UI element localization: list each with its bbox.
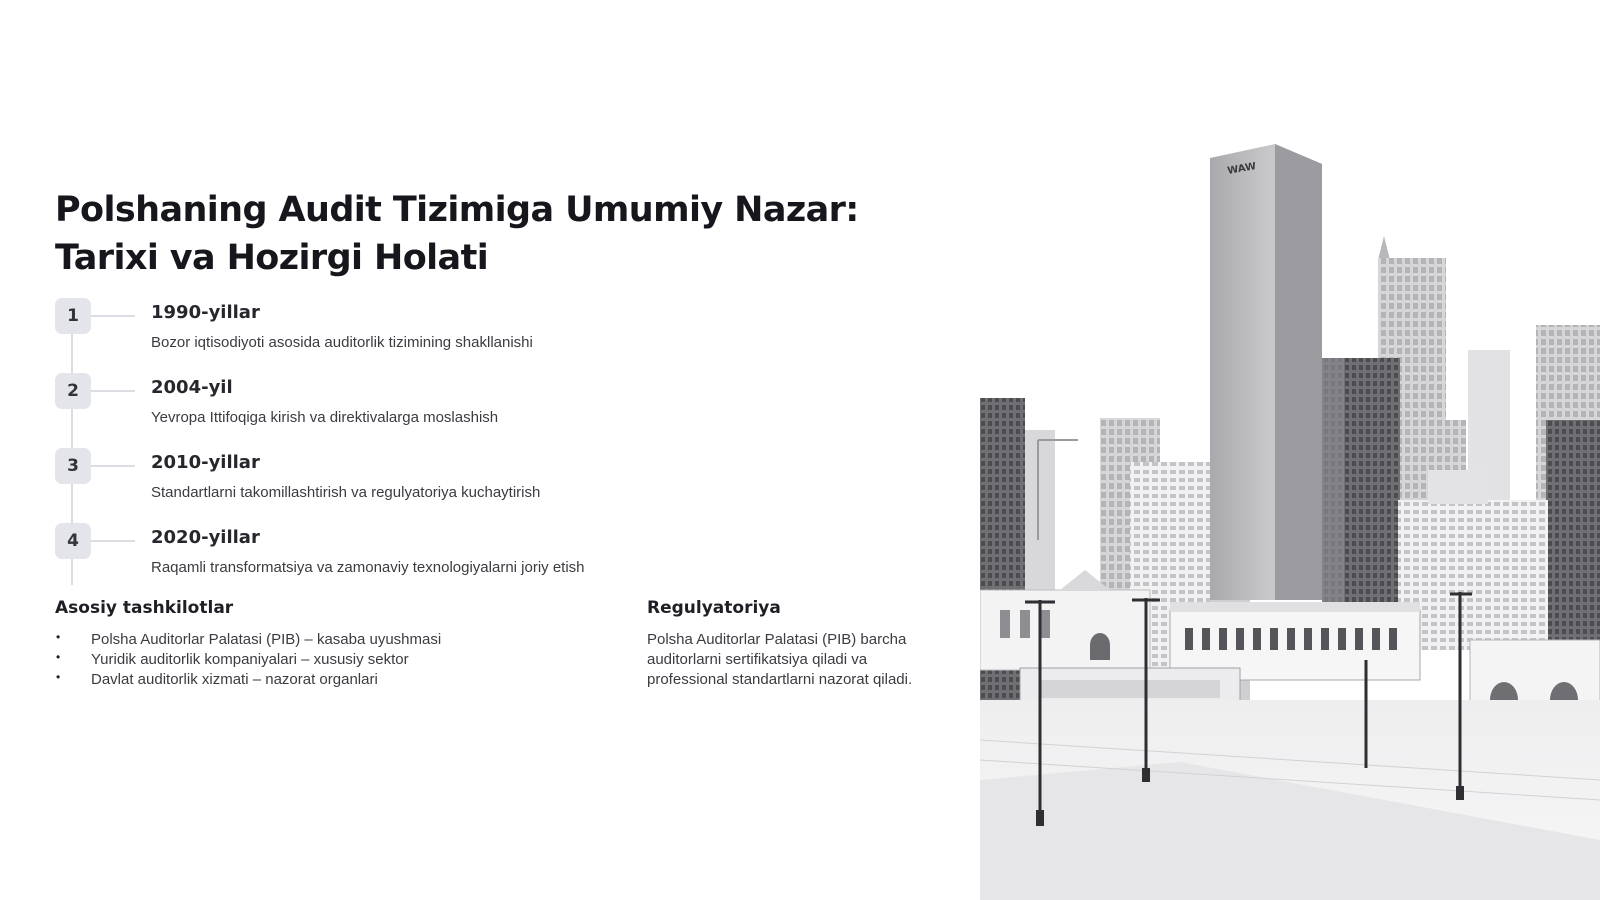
organizations-list — [55, 630, 575, 690]
list-item-text: Polsha Auditorlar Palatasi (PIB) – kasaba uyushmasi — [91, 631, 442, 648]
list-item — [55, 670, 575, 690]
organizations-heading: Asosiy tashkilotlar — [55, 598, 234, 618]
main-tower — [1210, 144, 1322, 600]
city-skyline-illustration — [980, 140, 1600, 900]
timeline-item — [55, 523, 935, 593]
bullet-icon: • — [56, 670, 61, 684]
timeline-description: Yevropa Ittifoqiga kirish va direktivalarga moslashish — [151, 409, 499, 426]
regulation-heading: Regulyatoriya — [647, 598, 781, 618]
timeline-year: 1990-yillar — [151, 302, 260, 323]
timeline-year: 2010-yillar — [151, 452, 260, 473]
list-item-text: Davlat auditorlik xizmati – nazorat organlari — [91, 671, 378, 688]
timeline-item — [55, 298, 935, 368]
timeline-connector — [91, 315, 135, 317]
timeline-step-badge: 4 — [55, 523, 91, 559]
timeline-connector — [91, 540, 135, 542]
timeline-step-badge: 1 — [55, 298, 91, 334]
timeline-year: 2004-yil — [151, 377, 233, 398]
timeline-year: 2020-yillar — [151, 527, 260, 548]
list-item — [55, 650, 575, 670]
slide-title: Polshaning Audit Tizimiga Umumiy Nazar: Tarixi va Hozirgi Holati — [55, 190, 859, 278]
timeline-description: Standartlarni takomillashtirish va regulyatoriya kuchaytirish — [151, 484, 541, 501]
timeline-item — [55, 448, 935, 518]
timeline-connector — [91, 465, 135, 467]
regulation-text: Polsha Auditorlar Palatasi (PIB) barcha auditorlarni sertifikatsiya qiladi va professional standartlarni nazorat qiladi. — [647, 631, 913, 688]
timeline-connector — [91, 390, 135, 392]
tower-sign: WAW — [1226, 161, 1257, 177]
list-item-text: Yuridik auditorlik kompaniyalari – xususiy sektor — [91, 651, 409, 668]
timeline — [55, 298, 935, 598]
timeline-step-badge: 3 — [55, 448, 91, 484]
timeline-step-badge: 2 — [55, 373, 91, 409]
list-item — [55, 630, 575, 650]
bullet-icon: • — [56, 630, 61, 644]
timeline-description: Raqamli transformatsiya va zamonaviy texnologiyalarni joriy etish — [151, 559, 585, 576]
bullet-icon: • — [56, 650, 61, 664]
timeline-description: Bozor iqtisodiyoti asosida auditorlik tizimining shakllanishi — [151, 334, 533, 351]
timeline-item — [55, 373, 935, 443]
